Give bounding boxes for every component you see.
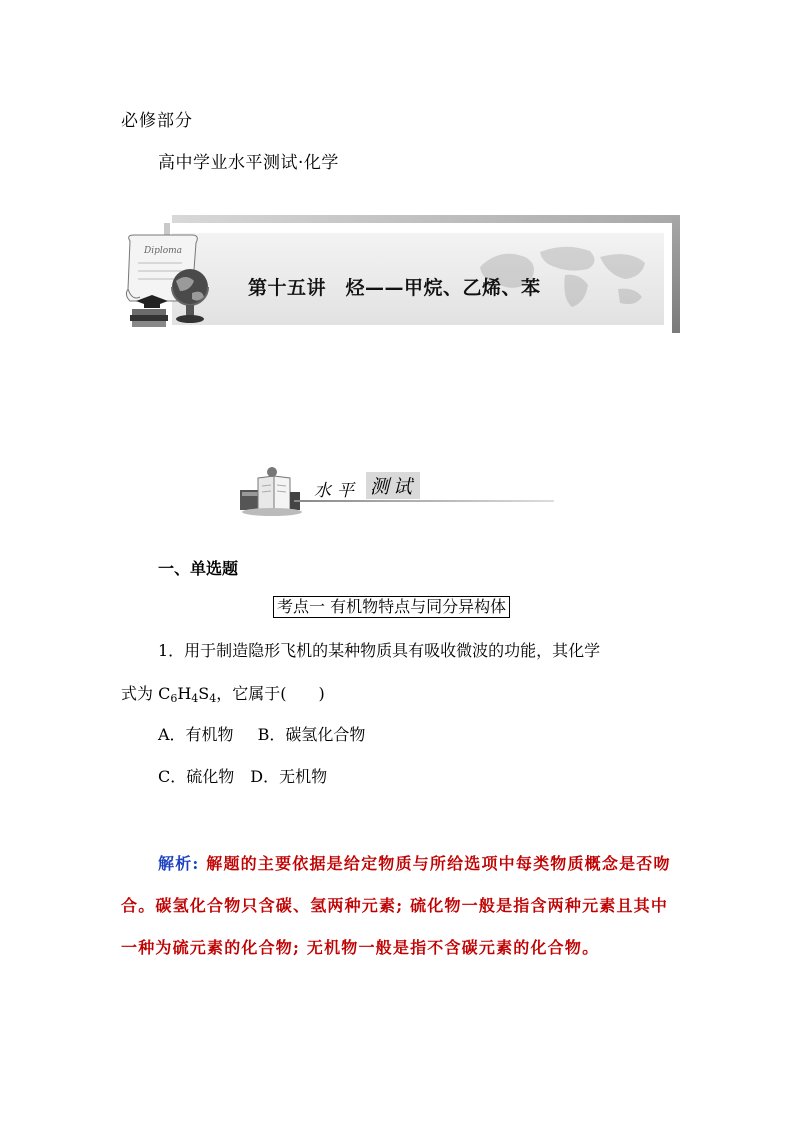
formula-h: H: [177, 684, 192, 703]
formula-sub-h: 4: [191, 692, 199, 705]
options-row-1: [158, 722, 389, 745]
header-line-1: 必修部分: [121, 111, 193, 131]
section-badge: [236, 462, 556, 520]
header-line-2: 高中学业水平测试·化学: [158, 153, 339, 173]
banner-frame-right: [672, 215, 680, 333]
svg-text:Diploma: Diploma: [144, 246, 183, 256]
analysis-label: 解析:: [158, 854, 200, 873]
badge-label-1: 水平: [314, 481, 360, 501]
analysis-text: 解题的主要依据是给定物质与所给选项中每类物质概念是否吻合。碳氢化合物只含碳、氢两种元素; 硫化物一般是指含两种元素且其中一种为硫元素的化合物; 无机物一般是指不含碳元素的化合物。: [121, 854, 671, 957]
badge-label-2: 测试: [366, 472, 420, 499]
banner-frame-top: [172, 215, 680, 223]
books-icon: [236, 464, 306, 518]
formula-prefix: 式为 C: [121, 684, 171, 703]
formula-s: S: [198, 684, 210, 703]
chapter-title: 第十五讲 烃——甲烷、乙烯、苯: [248, 277, 541, 299]
option-d: D．无机物: [250, 767, 328, 786]
section-title: 一、单选题: [158, 559, 239, 578]
analysis-paragraph: [121, 843, 677, 969]
option-c: C．硫化物: [158, 767, 235, 786]
formula-sub-c: 6: [170, 692, 178, 705]
question-line-2: [121, 681, 325, 705]
option-b: B．碳氢化合物: [257, 725, 366, 744]
diploma-globe-icon: [120, 231, 240, 331]
question-line-1: 1．用于制造隐形飞机的某种物质具有吸收微波的功能，其化学: [158, 641, 601, 660]
chapter-banner: [120, 215, 680, 335]
options-row-2: [158, 764, 343, 787]
topic-box: 考点一 有机物特点与同分异构体: [273, 596, 510, 618]
question-suffix: ，它属于( ): [216, 684, 325, 703]
option-a: A．有机物: [158, 725, 234, 744]
formula-sub-s: 4: [209, 692, 217, 705]
